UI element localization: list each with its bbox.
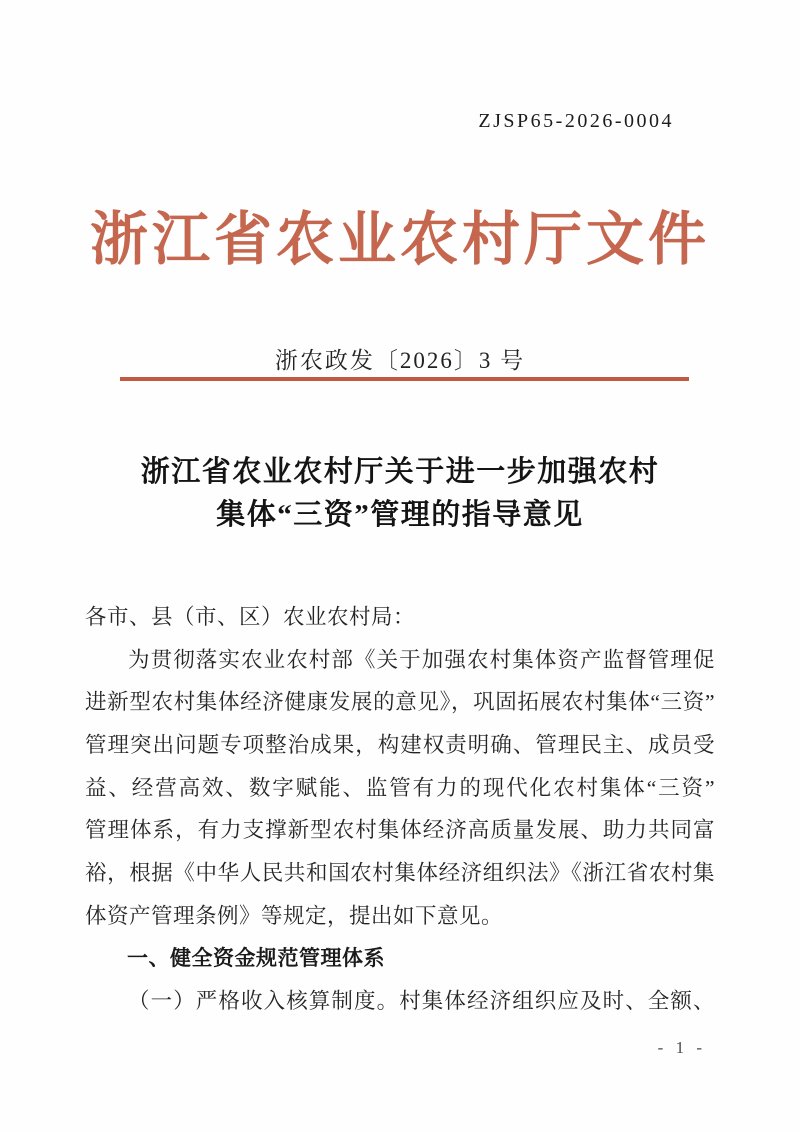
- paragraph-line: 为贯彻落实农业农村部《关于加强农村集体资产监督管理促: [128, 647, 715, 672]
- header-divider-line: [120, 377, 689, 381]
- salutation-line: 各市、县（市、区）农业农村局：: [85, 605, 416, 629]
- document-body: [85, 596, 715, 1023]
- document-title-line-1: 浙江省农业农村厅关于进一步加强农村: [140, 456, 660, 488]
- paragraph-line: 管理体系，有力支撑新型农村集体经济高质量发展、助力共同富: [85, 818, 715, 843]
- paragraph-line: 管理突出问题专项整治成果，构建权责明确、管理民主、成员受: [85, 733, 715, 758]
- issuing-agency-header: 浙江省农业农村厅文件: [89, 207, 710, 272]
- paragraph-line: 裕，根据《中华人民共和国农村集体经济组织法》《浙江省农村集: [85, 861, 715, 886]
- subsection-line: （一）严格收入核算制度。村集体经济组织应及时、全额、: [128, 989, 715, 1014]
- section-heading: 一、健全资金规范管理体系: [127, 946, 385, 970]
- paragraph-line: 体资产管理条例》等规定，提出如下意见。: [85, 903, 504, 928]
- document-title-line-2: 集体“三资”管理的指导意见: [216, 499, 584, 531]
- doc-reference-code: ZJSP65-2026-0004: [478, 110, 674, 132]
- page-number: - 1 -: [657, 1038, 706, 1057]
- paragraph-line: 益、经营高效、数字赋能、监管有力的现代化农村集体“三资”: [85, 775, 715, 800]
- paragraph-line: 进新型农村集体经济健康发展的意见》，巩固拓展农村集体“三资”: [85, 690, 715, 715]
- doc-issue-number: 浙农政发〔2026〕3 号: [274, 348, 526, 373]
- document-title: [0, 451, 800, 537]
